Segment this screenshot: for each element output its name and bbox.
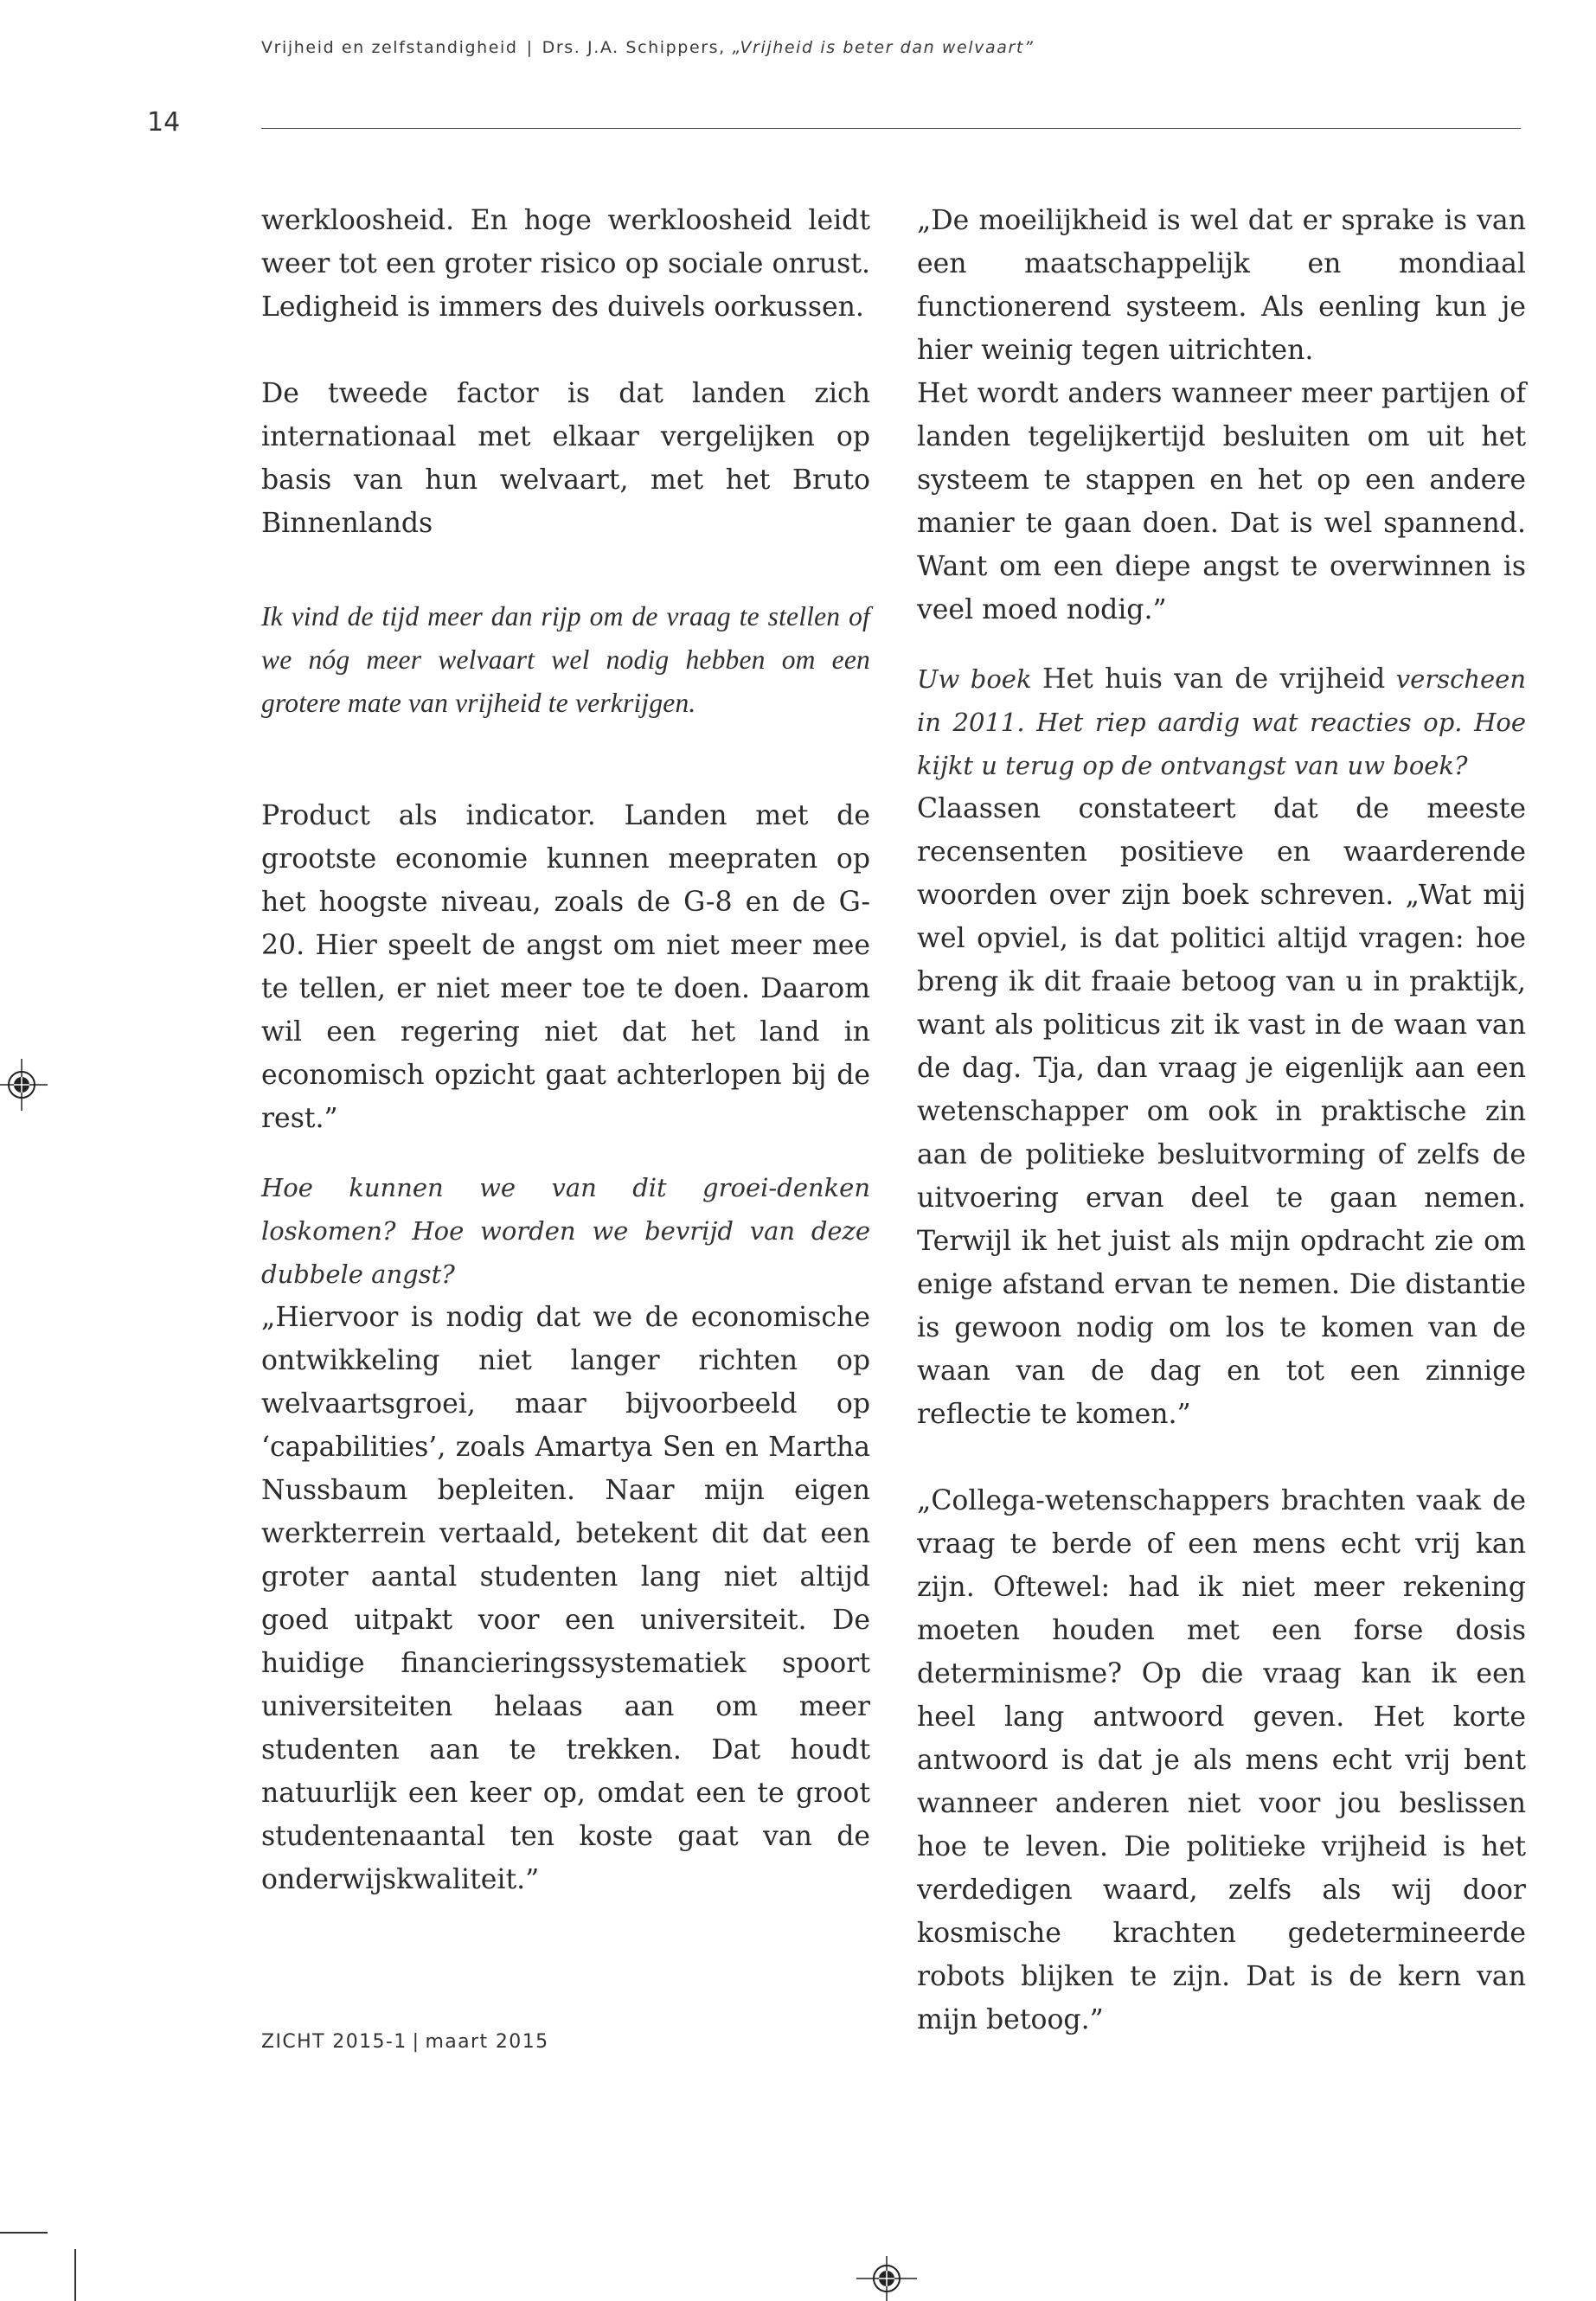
left-paragraph-2: De tweede factor is dat landen zich internationaal met elkaar vergelijken op basis van hun welvaart, met het Bruto Binnenlands (261, 378, 870, 539)
registration-mark-icon (0, 1059, 48, 1111)
header-section: Vrijheid en zelfstandigheid (261, 38, 518, 57)
footer-separator: | (412, 2031, 420, 2053)
question-2-before: Uw boek (917, 664, 1032, 694)
crop-mark-vertical (74, 2249, 76, 2301)
left-paragraph-4: „Hiervoor is nodig dat we de economische ontwikkeling niet langer richten op welvaartsgroei, maar bijvoorbeeld op ‘capabilities’, zoals Amartya Sen en Martha Nussbaum bepleiten. Naar mijn eigen werkterrein vertaald, betekent dit dat een groter aantal studenten lang niet altijd goed uitpakt voor een universiteit. De huidige financieringssystematiek spoort universiteiten helaas aan om meer studenten aan te trekken. Dat houdt natuurlijk een keer op, omdat een te groot studentenaantal ten koste gaat van de onderwijskwaliteit.” (261, 1302, 870, 1895)
crop-mark-horizontal (0, 2232, 48, 2234)
right-paragraph-1: „De moeilijkheid is wel dat er sprake is van een maatschappelijk en mondiaal functionerend systeem. Als eenling kun je hier weinig tegen uitrichten. (917, 205, 1526, 366)
header-separator: | (526, 38, 534, 57)
registration-mark-bottom-icon (856, 2256, 917, 2301)
right-column (917, 199, 1526, 2041)
right-paragraph-4: „Collega-wetenschappers brachten vaak de vraag te berde of een mens echt vrij kan zijn. Oftewel: had ik niet meer rekening moeten houden met een forse dosis determinisme? Op die vraag kan ik een heel lang antwoord geven. Het korte antwoord is dat je als mens echt vrij bent wanneer anderen niet voor jou beslissen hoe te leven. Die politieke vrijheid is het verdedigen waard, zelfs als wij door kosmische krachten gedetermineerde robots blijken te zijn. Dat is de kern van mijn betoog.” (917, 1485, 1526, 2035)
header-article-title: „Vrijheid is beter dan welvaart” (732, 38, 1035, 57)
header-author: Drs. J.A. Schippers, (542, 38, 726, 57)
left-paragraph-3: Product als indicator. Landen met de grootste economie kunnen meepraten op het hoogste niveau, zoals de G-8 en de G-20. Hier speelt de angst om niet meer mee te tellen, er niet meer toe te doen. Daarom wil een regering niet dat het land in economisch opzicht gaat achterlopen bij de rest.” (261, 800, 870, 1134)
left-column (261, 199, 870, 1901)
question-2-after: verscheen in 2011. Het riep aardig wat reacties op. Hoe kijkt u terug op de ontvangst van uw boek? (917, 664, 1527, 780)
book-title: Het huis van de vrijheid (1042, 663, 1386, 695)
pull-quote: Ik vind de tijd meer dan rijp om de vraag te stellen of we nóg meer welvaart wel nodig hebben om een grotere mate van vrijheid te verkrijgen. (261, 601, 870, 718)
header-rule (261, 128, 1521, 129)
interview-question-1: Hoe kunnen we van dit groei-denken loskomen? Hoe worden we bevrijd van deze dubbele angst? (261, 1173, 870, 1289)
footer-issue: ZICHT 2015-1 (261, 2031, 407, 2053)
interview-question-2 (917, 657, 1526, 787)
page-number: 14 (147, 107, 181, 138)
right-paragraph-2: Het wordt anders wanneer meer partijen of landen tegelijkertijd besluiten om uit het systeem te stappen en het op een andere manier te gaan doen. Dat is wel spannend. Want om een diepe angst te overwinnen is veel moed nodig.” (917, 378, 1526, 625)
left-paragraph-1: werkloosheid. En hoge werkloosheid leidt weer tot een groter risico op sociale onrust. Ledigheid is immers des duivels oorkussen. (261, 205, 870, 323)
footer (261, 2031, 548, 2053)
right-paragraph-3: Claassen constateert dat de meeste recensenten positieve en waarderende woorden over zijn boek schreven. „Wat mij wel opviel, is dat politici altijd vragen: hoe breng ik dit fraaie betoog van u in praktijk, want als politicus zit ik vast in de waan van de dag. Tja, dan vraag je eigenlijk aan een wetenschapper om ook in praktische zin aan de politieke besluitvorming of zelfs de uitvoering ervan deel te gaan nemen. Terwijl ik het juist als mijn opdracht zie om enige afstand ervan te nemen. Die distantie is gewoon nodig om los te komen van de waan van de dag en tot een zinnige reflectie te komen.” (917, 793, 1526, 1430)
footer-date: maart 2015 (425, 2031, 549, 2053)
running-header (261, 38, 1524, 57)
